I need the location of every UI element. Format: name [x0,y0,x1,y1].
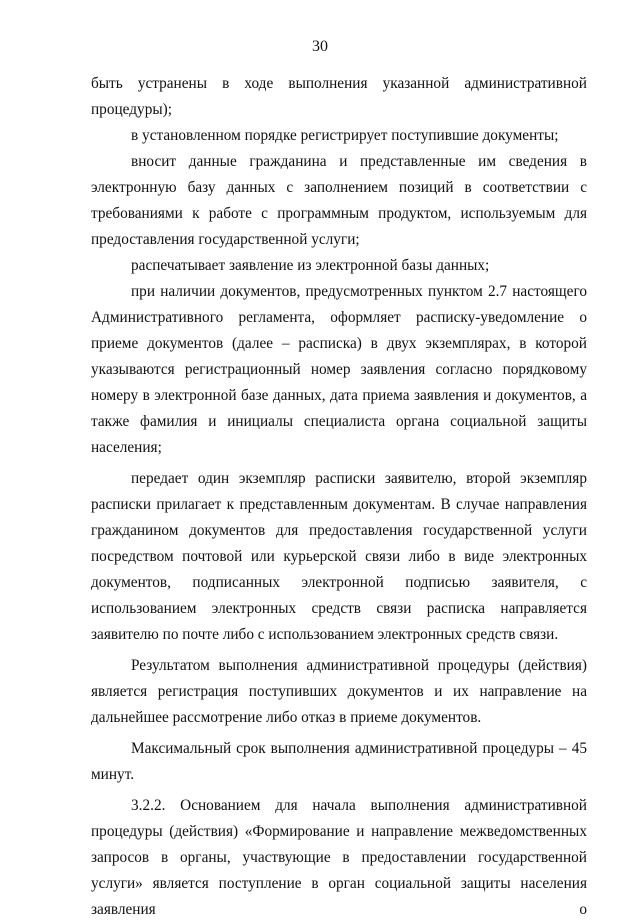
paragraph-procedure-result: Результатом выполнения административной процедуры (действия) является регистрация поступивших документов и их направление на дальнейшее рассмотрение либо отказ в приеме документов. [91,657,587,726]
paragraph-continuation: быть устранены в ходе выполнения указанной административной процедуры); [91,75,587,118]
paragraph-registers-documents: в установленном порядке регистрирует поступившие документы; [131,127,559,144]
paragraph-hands-over-receipt: передает один экземпляр расписки заявителю, второй экземпляр расписки прилагает к представленным документам. В случае направления гражданином документов для предоставления государственной услуги посредством почтовой или курьерской связи либо в виде электронных документов, подписанных электронной подписью заявителя, с использованием электронных средств связи расписка направляется заявителю по почте либо с использованием электронных средств связи. [91,470,587,643]
paragraph-prints-application: распечатывает заявление из электронной базы данных; [131,257,490,274]
paragraph-section-3-2-2: 3.2.2. Основанием для начала выполнения административной процедуры (действия) «Формирование и направление межведомственных запросов в органы, участвующие в предоставлении государственной услуги» является поступление в орган социальной защиты населения заявления о [91,797,587,918]
paragraph-enters-data: вносит данные гражданина и представленные им сведения в электронную базу данных с заполнением позиций в соответствии с требованиями к работе с программным продуктом, используемым для предоставления государственной услуги; [91,153,587,248]
document-body [91,71,587,923]
paragraph-max-duration: Максимальный срок выполнения административной процедуры – 45 минут. [91,740,587,783]
paragraph-issues-receipt: при наличии документов, предусмотренных пунктом 2.7 настоящего Административного регламента, оформляет расписку-уведомление о приеме документов (далее – расписка) в двух экземплярах, в которой указываются регистрационный номер заявления согласно порядковому номеру в электронной базе данных, дата приема заявления и документов, а также фамилия и инициалы специалиста органа социальной защиты населения; [91,283,587,456]
page-number: 30 [312,38,328,55]
